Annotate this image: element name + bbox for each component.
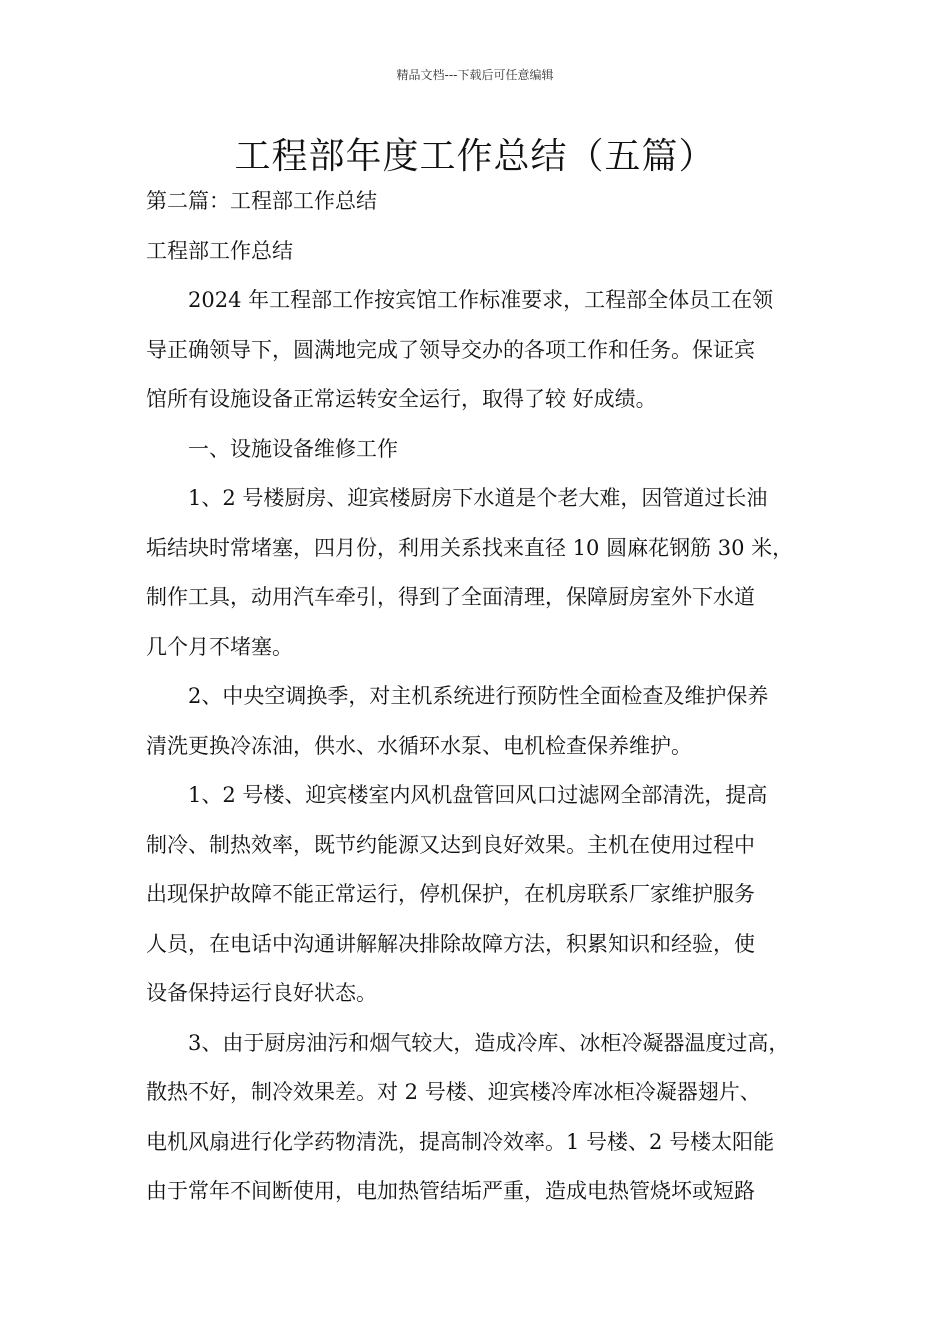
header-note: 精品文档---下载后可任意编辑 <box>396 68 554 82</box>
section-heading: 一、设施设备维修工作 <box>188 436 398 461</box>
body-line: 散热不好，制冷效果差。对 2 号楼、迎宾楼冷库冰柜冷凝器翅片、 <box>146 1080 761 1104</box>
body-line: 几个月不堵塞。 <box>146 634 293 659</box>
body-line: 馆所有设施设备正常运转安全运行，取得了较 好成绩。 <box>146 387 657 411</box>
body-line: 第二篇：工程部工作总结 <box>146 189 377 213</box>
body-line: 电机风扇进行化学药物清洗，提高制冷效率。1 号楼、2 号楼太阳能 <box>146 1129 775 1154</box>
body-line: 2024 年工程部工作按宾馆工作标准要求，工程部全体员工在领 <box>188 288 774 312</box>
body-line: 人员，在电话中沟通讲解解决排除故障方法，积累知识和经验，使 <box>146 931 755 956</box>
document-title: 工程部年度工作总结（五篇） <box>234 136 716 177</box>
body-line: 由于常年不间断使用，电加热管结垢严重，造成电热管烧坏或短路 <box>146 1179 755 1203</box>
body-line: 1、2 号楼、迎宾楼室内风机盘管回风口过滤网全部清洗，提高 <box>188 783 768 807</box>
body-line: 3、由于厨房油污和烟气较大，造成冷库、冰柜冷凝器温度过高， <box>188 1030 790 1055</box>
body-line: 制冷、制热效率，既节约能源又达到良好效果。主机在使用过程中 <box>146 832 755 857</box>
body-line: 出现保护故障不能正常运行，停机保护，在机房联系厂家维护服务 <box>146 882 755 906</box>
body-line: 工程部工作总结 <box>146 238 293 263</box>
document-body <box>146 183 810 1223</box>
body-line: 垢结块时常堵塞，四月份，利用关系找来直径 10 圆麻花钢筋 30 米， <box>146 535 794 560</box>
body-line: 1、2 号楼厨房、迎宾楼厨房下水道是个老大难，因管道过长油 <box>188 486 768 510</box>
body-line: 导正确领导下，圆满地完成了领导交办的各项工作和任务。保证宾 <box>146 337 755 362</box>
body-line: 清洗更换冷冻油，供水、水循环水泵、电机检查保养维护。 <box>146 733 692 758</box>
body-line: 设备保持运行良好状态。 <box>146 981 377 1005</box>
body-line: 制作工具，动用汽车牵引，得到了全面清理，保障厨房室外下水道 <box>146 585 755 609</box>
body-line: 2、中央空调换季，对主机系统进行预防性全面检查及维护保养 <box>188 684 769 708</box>
